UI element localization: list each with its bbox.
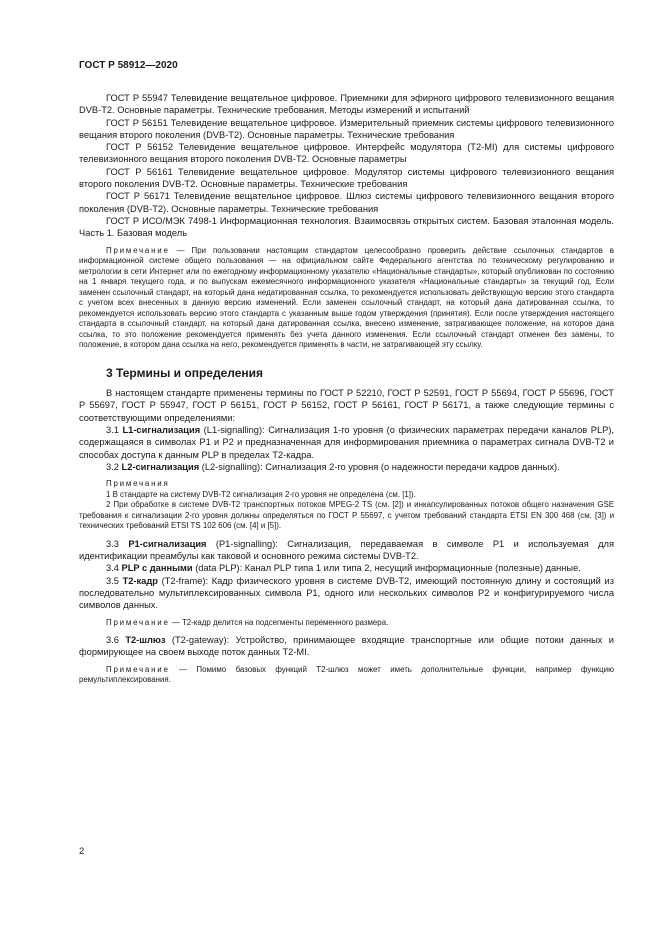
term-number: 3.5 bbox=[106, 575, 123, 586]
page-number: 2 bbox=[79, 846, 85, 857]
notes-label: Примечания bbox=[106, 479, 170, 489]
reference-item: ГОСТ Р 56151 Телевидение вещательное цифровое. Измерительный приемник системы цифрового телевизионного вещания второго поколения (DVB-T2). Основные параметры. Технические требования bbox=[79, 117, 614, 140]
term-name: P1-сигнализация bbox=[128, 538, 207, 549]
note-label: Примечание bbox=[106, 245, 170, 255]
term-text: (L2-signalling): Сигнализация 2-го уровня (о надежности передачи кадров данных). bbox=[199, 461, 560, 472]
term-note-3-6 bbox=[79, 665, 614, 686]
term-name: T2-шлюз bbox=[125, 635, 166, 646]
term-name: L1-сигнализация bbox=[122, 424, 201, 435]
note-text: — T2-кадр делится на подсегменты переменного размера. bbox=[169, 617, 389, 627]
reference-item: ГОСТ Р 56161 Телевидение вещательное цифровое. Модулятор системы цифрового телевизионного вещания второго поколения DVB-T2. Основные параметры. Технические требования bbox=[79, 166, 614, 190]
document-header: ГОСТ Р 58912—2020 bbox=[79, 60, 178, 71]
reference-item: ГОСТ Р 56152 Телевидение вещательное цифровое. Интерфейс модулятора (T2-MI) для системы цифрового телевизионного вещания второго поколения DVB-T2. Основные параметры bbox=[79, 142, 614, 165]
note-item: 2 При обработке в системе DVB-T2 транспортных потоков MPEG-2 TS (см. [2]) и инкапсулированных потоков общего назначения GSE требования к сигнализации 2-го уровня должны определяться по ГОСТ Р 55697, с учетом требований стандарта ETSI EN 300 468 (см. [3]) и технических требований ETSI TS 102 606 (см. [4] и [5]). bbox=[79, 500, 614, 531]
note-label: Примечание bbox=[106, 617, 170, 627]
term-name: T2-кадр bbox=[122, 575, 158, 586]
page-content bbox=[79, 92, 614, 686]
term-text: (L1-signalling): Сигнализация 1-го уровня (о физических параметрах передачи каналов PLP), содержащаяся в символах P1 и P2 и предназначенная для информирования приемника о параметрах сигнала DVB-T2 и способах доступа к данным PLP в пределах T2-кадра. bbox=[79, 424, 614, 460]
note-text: — При пользовании настоящим стандартом целесообразно проверить действие ссылочных стандартов в информационной системе общего пользования — на официальном сайте Федерального агентства по техническому регулированию и метрологии в сети Интернет или по ежегодному информационному указателю «Национальные стандарты», который опубликован по состоянию на 1 января текущего года, и по выпускам ежемесячного информационного указателя «Национальные стандарты» за текущий год. Если заменен ссылочный стандарт, на который дана недатированная ссылка, то рекомендуется использовать действующую версию этого стандарта с учетом всех внесенных в данную версию изменений. Если заменен ссылочный стандарт, на который дана датированная ссылка, то рекомендуется использовать версию этого стандарта с указанным выше годом утверждения (принятия). Если после утверждения настоящего стандарта в ссылочный стандарт, на который дана датированная ссылка, внесено изменение, затрагивающее положение, на которое дана ссылка, то это положение рекомендуется применять без учета данного изменения. Если ссылочный стандарт отменен без замены, то положение, в котором дана ссылка на него, рекомендуется применять в части, не затрагивающей эту ссылку. bbox=[79, 245, 614, 350]
term-number: 3.6 bbox=[106, 635, 126, 646]
references-note bbox=[79, 246, 614, 351]
term-name: PLP с данными bbox=[121, 563, 193, 574]
term-number: 3.1 bbox=[106, 424, 123, 435]
term-text: (P1-signalling): Сигнализация, передаваемая в символе P1 и используемая для идентификации преамбулы как таковой и основного режима системы DVB-T2. bbox=[79, 538, 614, 562]
term-definition-3-2 bbox=[79, 461, 614, 473]
term-note-3-5 bbox=[79, 618, 614, 629]
section-intro: В настоящем стандарте применены термины по ГОСТ Р 52210, ГОСТ Р 52591, ГОСТ Р 55694, ГОСТ Р 55696, ГОСТ Р 55697, ГОСТ Р 55947, ГОСТ Р 56151, ГОСТ Р 56152, ГОСТ Р 56161, ГОСТ Р 56171, а также следующие термины с соответствующими определениями: bbox=[79, 388, 614, 423]
term-text: (T2-gateway): Устройство, принимающее входящие транспортные или общие потоки данных и формирующее на своем выходе поток данных T2-MI. bbox=[79, 635, 614, 658]
term-name: L2-сигнализация bbox=[121, 461, 200, 472]
reference-item: ГОСТ Р 56171 Телевидение вещательное цифровое. Шлюз системы цифрового телевизионного вещания второго поколения (DVB-T2). Основные параметры. Технические требования bbox=[79, 191, 614, 214]
term-number: 3.4 bbox=[106, 563, 122, 574]
term-number: 3.2 bbox=[106, 461, 122, 472]
term-definition-3-3 bbox=[79, 538, 614, 563]
term-number: 3.3 bbox=[106, 538, 129, 549]
reference-item: ГОСТ Р 55947 Телевидение вещательное цифровое. Приемники для эфирного цифрового телевизионного вещания DVB-T2. Основные параметры. Технические требования. Методы измерений и испытаний bbox=[79, 93, 614, 116]
term-text: (data PLP): Канал PLP типа 1 или типа 2, несущий информационные (полезные) данные. bbox=[192, 563, 581, 574]
term-definition-3-5 bbox=[79, 575, 614, 612]
note-label: Примечание bbox=[106, 664, 170, 674]
reference-item: ГОСТ Р ИСО/МЭК 7498-1 Информационная технология. Взаимосвязь открытых систем. Базовая эталонная модель. Часть 1. Базовая модель bbox=[79, 215, 614, 239]
note-item: 1 В стандарте на систему DVB-T2 сигнализация 2-го уровня не определена (см. [1]). bbox=[106, 489, 416, 499]
note-text: — Помимо базовых функций T2-шлюз может иметь дополнительные функции, например функцию ремультиплексирования. bbox=[79, 664, 614, 685]
term-definition-3-1 bbox=[79, 424, 614, 461]
term-definition-3-4 bbox=[79, 562, 614, 574]
section-title: 3 Термины и определения bbox=[106, 366, 264, 381]
term-text: (T2-frame): Кадр физического уровня в системе DVB-T2, имеющий постоянную длину и состоящий из последовательно мультиплексированных символа P1, одного или нескольких символов P2 и конфигурируемого числа символов данных. bbox=[79, 575, 614, 611]
term-definition-3-6 bbox=[79, 634, 614, 659]
